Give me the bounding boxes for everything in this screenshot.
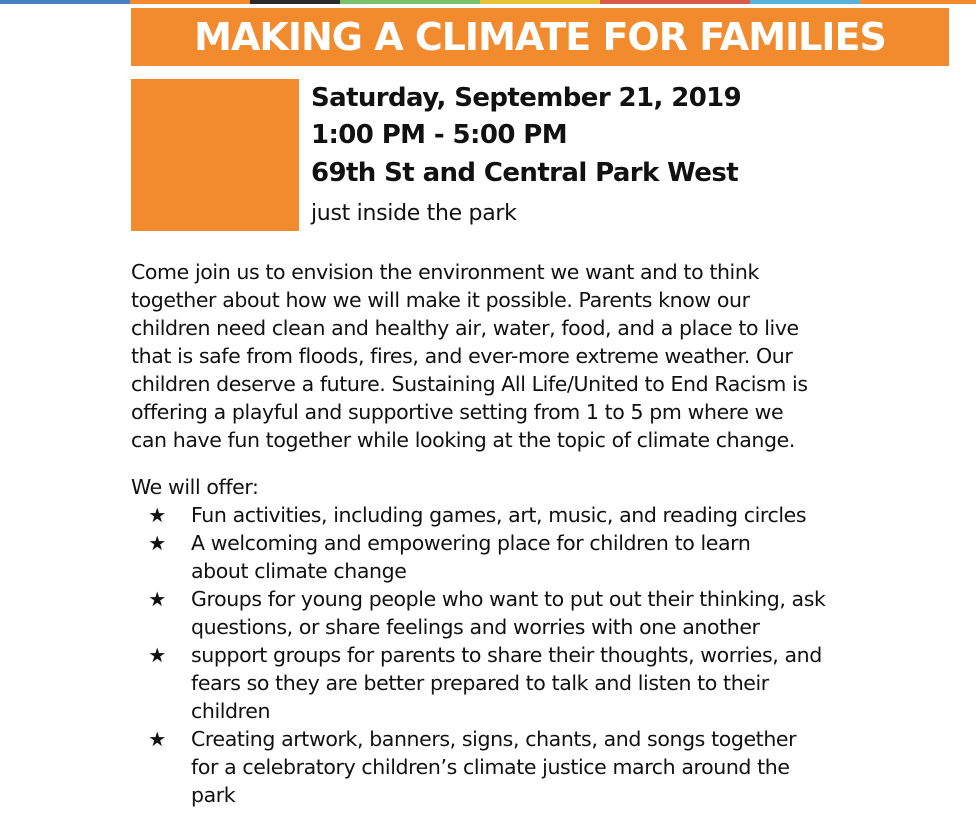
list-item-text: Groups for young people who want to put out their thinking, ask [191, 587, 826, 611]
offer-intro: We will offer: [131, 475, 259, 499]
event-date: Saturday, September 21, 2019 [311, 83, 742, 113]
intro-line: offering a playful and supportive setting from 1 to 5 pm where we [131, 400, 784, 424]
intro-line: children deserve a future. Sustaining All Life/United to End Racism is [131, 372, 808, 396]
list-item [131, 585, 971, 641]
event-details-label-box [131, 79, 299, 231]
title-banner [131, 8, 949, 66]
list-item-text: park [191, 783, 236, 807]
decorative-header-strip [0, 0, 976, 4]
list-item [131, 725, 971, 809]
list-item [131, 641, 971, 725]
intro-paragraph [131, 258, 961, 454]
time-label: TIME: [889, 122, 956, 147]
page-title: MAKING A CLIMATE FOR FAMILIES [194, 15, 886, 59]
intro-line: together about how we will make it possible. Parents know our [131, 288, 750, 312]
event-location: 69th St and Central Park West [311, 158, 739, 188]
event-time: 1:00 PM - 5:00 PM [311, 120, 567, 150]
list-item [131, 529, 971, 585]
star-icon: ★ [148, 727, 166, 751]
intro-line: that is safe from floods, fires, and ever-more extreme weather. Our [131, 344, 793, 368]
list-item-text: support groups for parents to share their thoughts, worries, and [191, 643, 822, 667]
offer-list [131, 501, 971, 809]
list-item-text: Creating artwork, banners, signs, chants, and songs together [191, 727, 797, 751]
list-item-text: Fun activities, including games, art, music, and reading circles [191, 503, 807, 527]
list-item-text: fears so they are better prepared to talk and listen to their [191, 671, 769, 695]
date-label: DATE: [886, 85, 956, 110]
list-item [131, 501, 971, 529]
list-item-text: questions, or share feelings and worries with one another [191, 615, 760, 639]
location-note: just inside the park [311, 201, 517, 226]
list-item-text: for a celebratory children’s climate justice march around the [191, 755, 790, 779]
star-icon: ★ [148, 503, 166, 527]
star-icon: ★ [148, 587, 166, 611]
location-label: LOCATION: [827, 159, 956, 184]
intro-line: can have fun together while looking at the topic of climate change. [131, 428, 795, 452]
star-icon: ★ [148, 643, 166, 667]
star-icon: ★ [148, 531, 166, 555]
intro-line: children need clean and healthy air, water, food, and a place to live [131, 316, 799, 340]
intro-line: Come join us to envision the environment we want and to think [131, 260, 759, 284]
list-item-text: A welcoming and empowering place for children to learn [191, 531, 751, 555]
list-item-text: about climate change [191, 559, 407, 583]
list-item-text: children [191, 699, 271, 723]
